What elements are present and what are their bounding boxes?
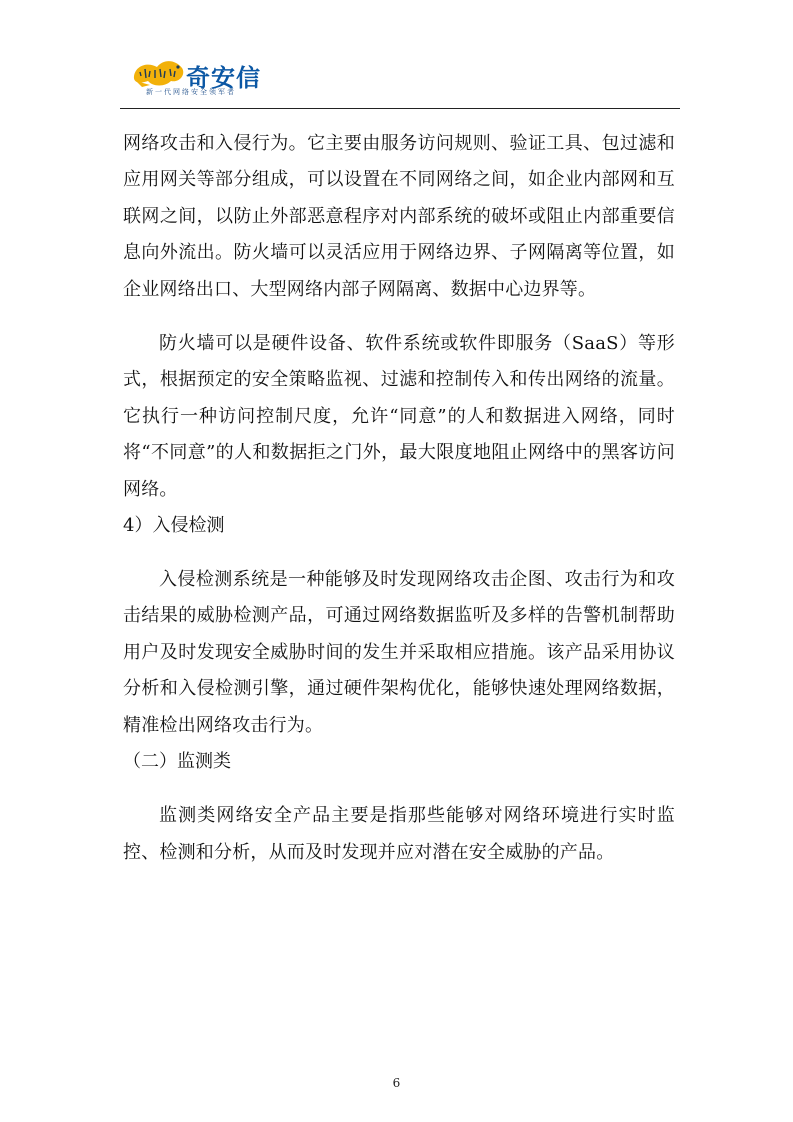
- section-heading-intrusion-detection: 4）入侵检测: [123, 515, 225, 537]
- qianxin-logo: [130, 56, 280, 100]
- logo-slogan: 新一代网络安全领军者: [146, 88, 236, 96]
- paragraph-monitoring: 监测类网络安全产品主要是指那些能够对网络环境进行实时监控、检测和分析，从而及时发现并应对潜在安全威胁的产品。: [123, 805, 675, 863]
- paragraph-firewall-forms: 防火墙可以是硬件设备、软件系统或软件即服务（SaaS）等形式，根据预定的安全策略监视、过滤和控制传入和传出网络的流量。它执行一种访问控制尺度，允许“同意”的人和数据进入网络，同时将“不同意”的人和数据拒之门外，最大限度地阻止网络中的黑客访问网络。: [123, 333, 675, 500]
- page-number: 6: [392, 1076, 401, 1090]
- header-divider: [120, 108, 680, 109]
- document-body: [123, 126, 675, 871]
- logo-mark-icon: [130, 56, 188, 90]
- logo-name: 奇安信: [186, 64, 261, 92]
- section-heading-monitoring: （二）监测类: [123, 751, 231, 773]
- paragraph-firewall-continued: 网络攻击和入侵行为。它主要由服务访问规则、验证工具、包过滤和应用网关等部分组成，可以设置在不同网络之间，如企业内部网和互联网之间，以防止外部恶意程序对内部系统的破坏或阻止内部重要信息向外流出。防火墙可以灵活应用于网络边界、子网隔离等位置，如企业网络出口、大型网络内部子网隔离、数据中心边界等。: [123, 133, 675, 300]
- paragraph-intrusion-detection: 入侵检测系统是一种能够及时发现网络攻击企图、攻击行为和攻击结果的威胁检测产品，可通过网络数据监听及多样的告警机制帮助用户及时发现安全威胁时间的发生并采取相应措施。该产品采用协议分析和入侵检测引擎，通过硬件架构优化，能够快速处理网络数据，精准检出网络攻击行为。: [123, 569, 675, 736]
- page-header: [120, 52, 680, 110]
